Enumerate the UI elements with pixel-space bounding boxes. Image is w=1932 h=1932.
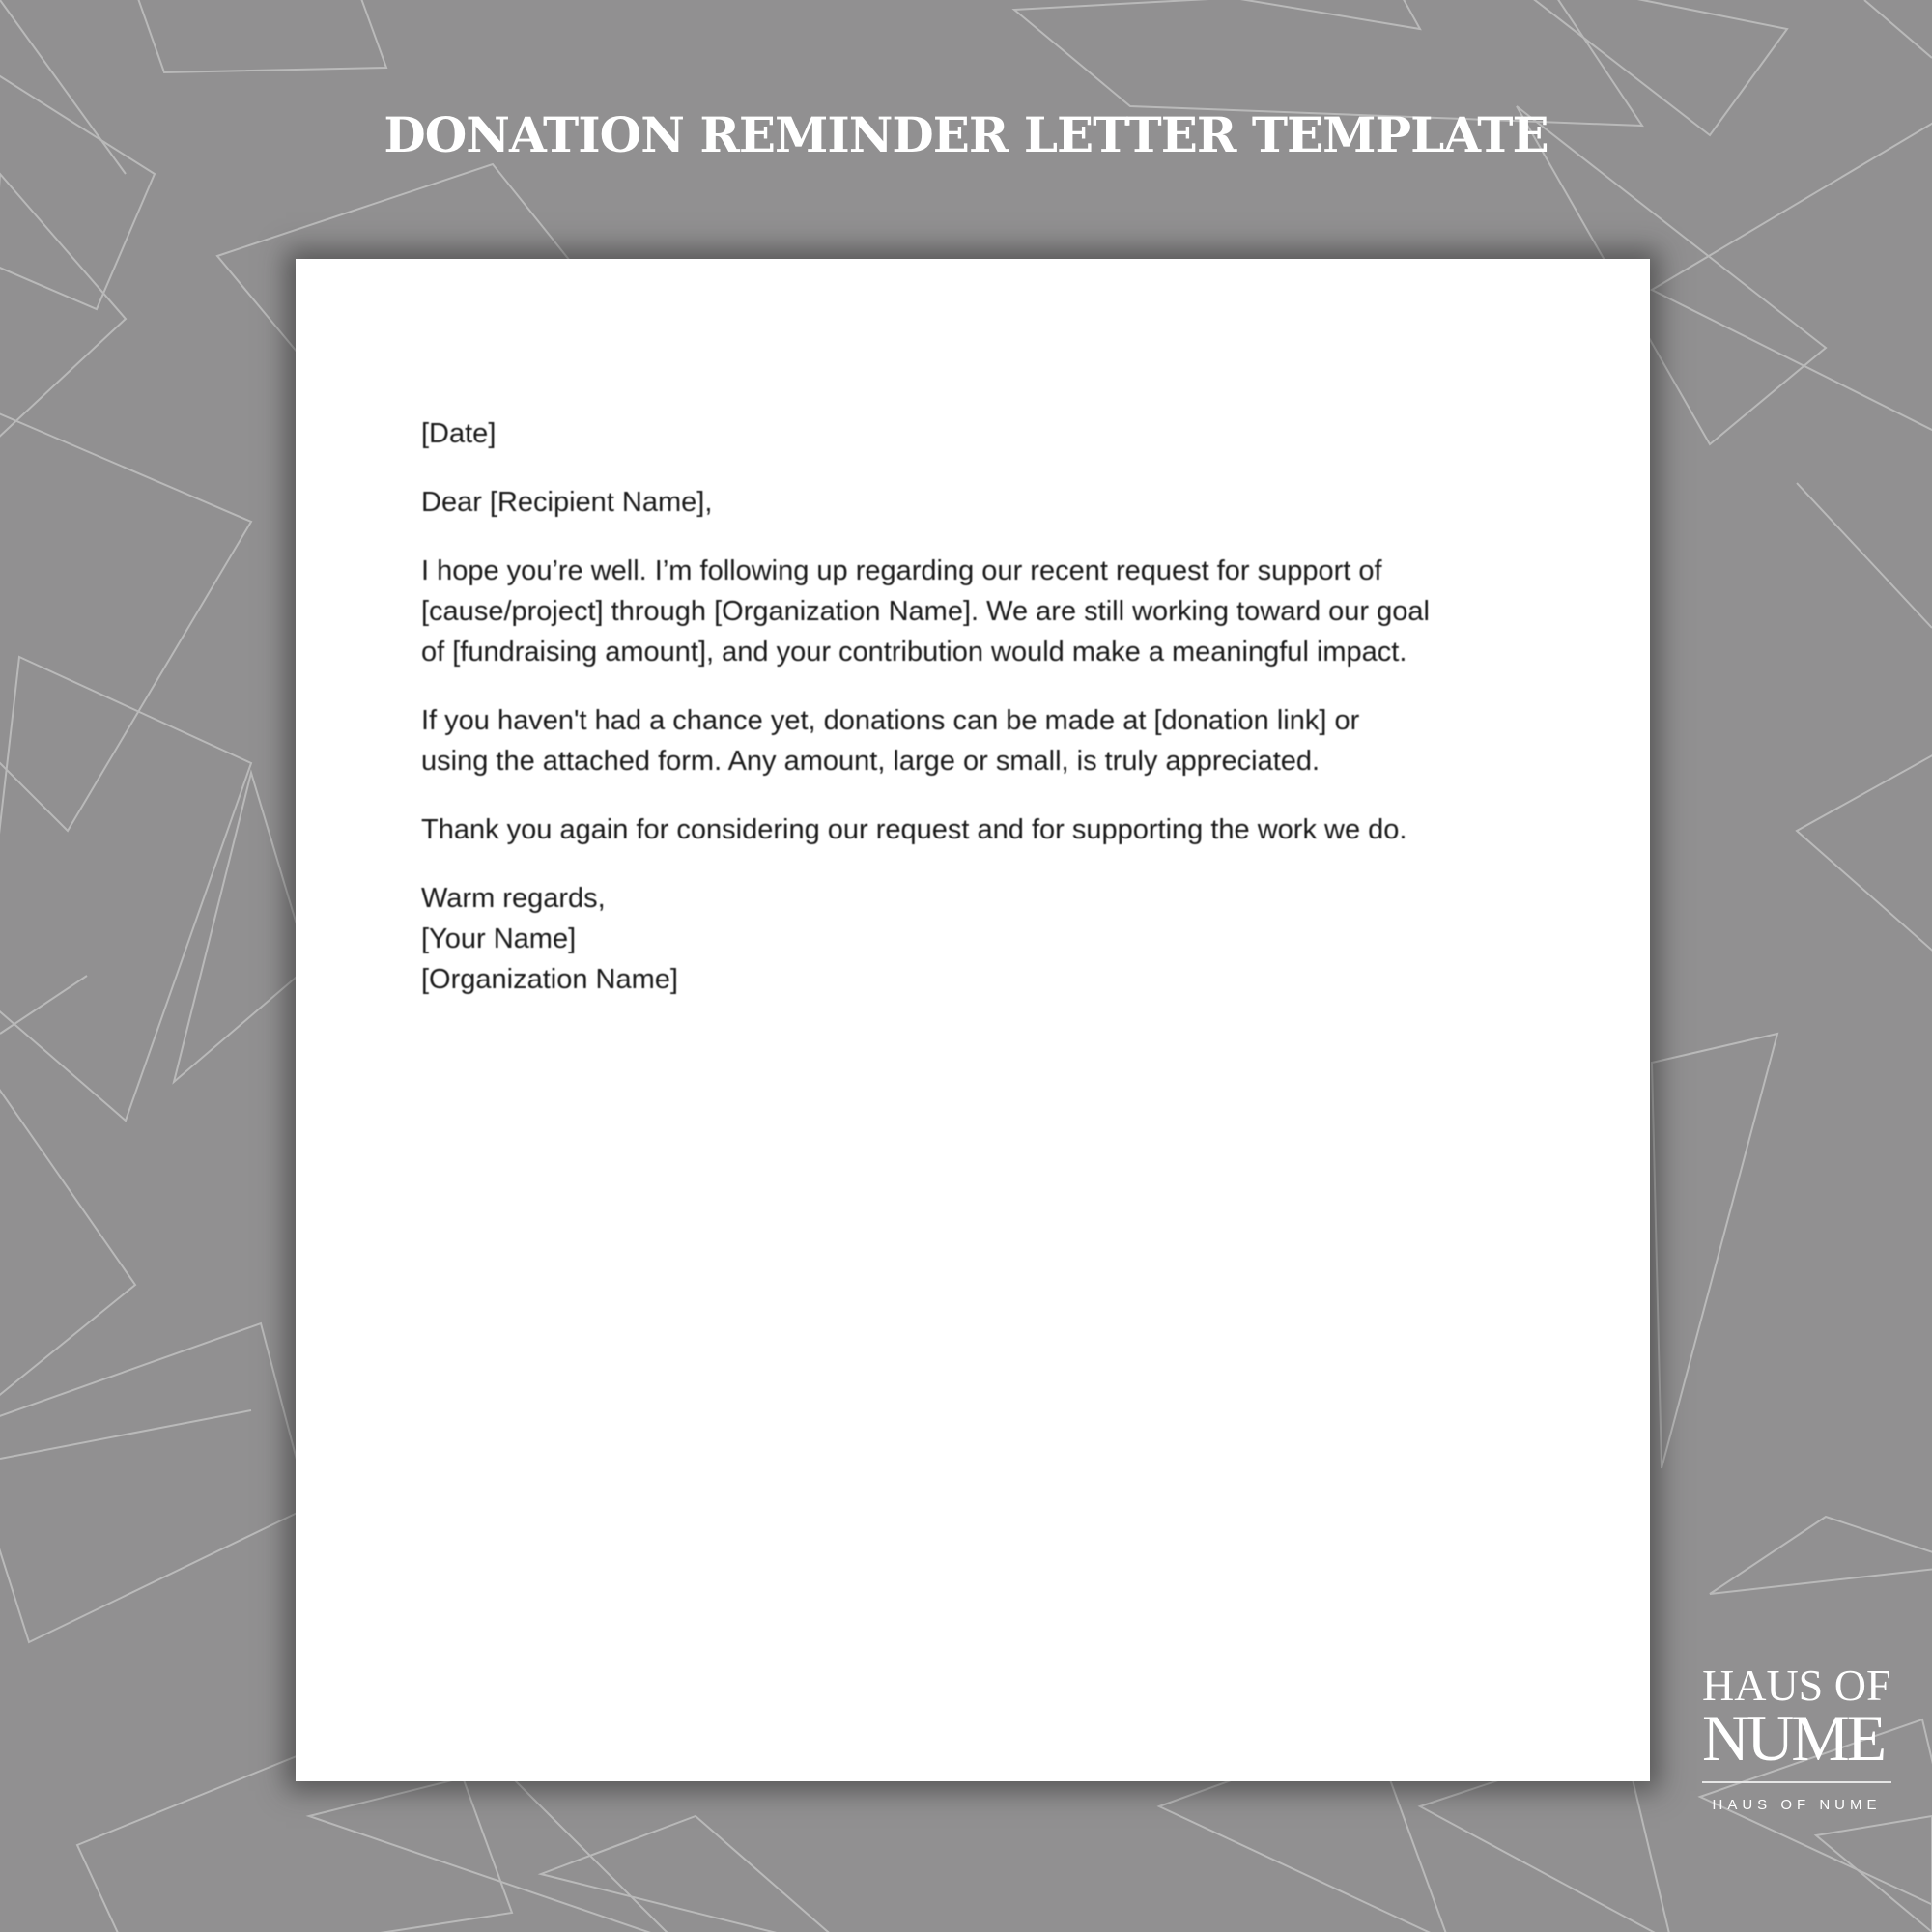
letter-paragraph-1 bbox=[421, 551, 1571, 672]
paragraph-1-line: [cause/project] through [Organization Name]. We are still working toward our goal bbox=[421, 596, 1430, 627]
brand-divider bbox=[1702, 1781, 1891, 1783]
brand-logo bbox=[1702, 1663, 1891, 1813]
letter-paragraph-3: Thank you again for considering our request and for supporting the work we do. bbox=[421, 814, 1407, 845]
brand-logo-bottom: NUME bbox=[1702, 1701, 1885, 1775]
letter-closing: Warm regards, bbox=[421, 883, 606, 914]
page-title: DONATION REMINDER LETTER TEMPLATE bbox=[384, 106, 1548, 163]
signature-organization: [Organization Name] bbox=[421, 964, 678, 995]
paragraph-1-line: I hope you’re well. I’m following up regarding our recent request for support of bbox=[421, 555, 1382, 586]
letter-page bbox=[296, 259, 1650, 1781]
brand-logo-top: HAUS OF bbox=[1702, 1661, 1891, 1710]
paragraph-1-line: of [fundraising amount], and your contribution would make a meaningful impact. bbox=[421, 637, 1407, 668]
paragraph-2-line: using the attached form. Any amount, large or small, is truly appreciated. bbox=[421, 746, 1321, 777]
letter-date: [Date] bbox=[421, 418, 497, 449]
paragraph-2-line: If you haven't had a chance yet, donations can be made at [donation link] or bbox=[421, 705, 1360, 736]
letter-body bbox=[421, 413, 1571, 1028]
letter-paragraph-2 bbox=[421, 700, 1571, 781]
brand-tagline: HAUS OF NUME bbox=[1712, 1797, 1882, 1813]
signature-name: [Your Name] bbox=[421, 923, 577, 954]
letter-salutation: Dear [Recipient Name], bbox=[421, 487, 713, 518]
letter-signature-block bbox=[421, 878, 1571, 1000]
